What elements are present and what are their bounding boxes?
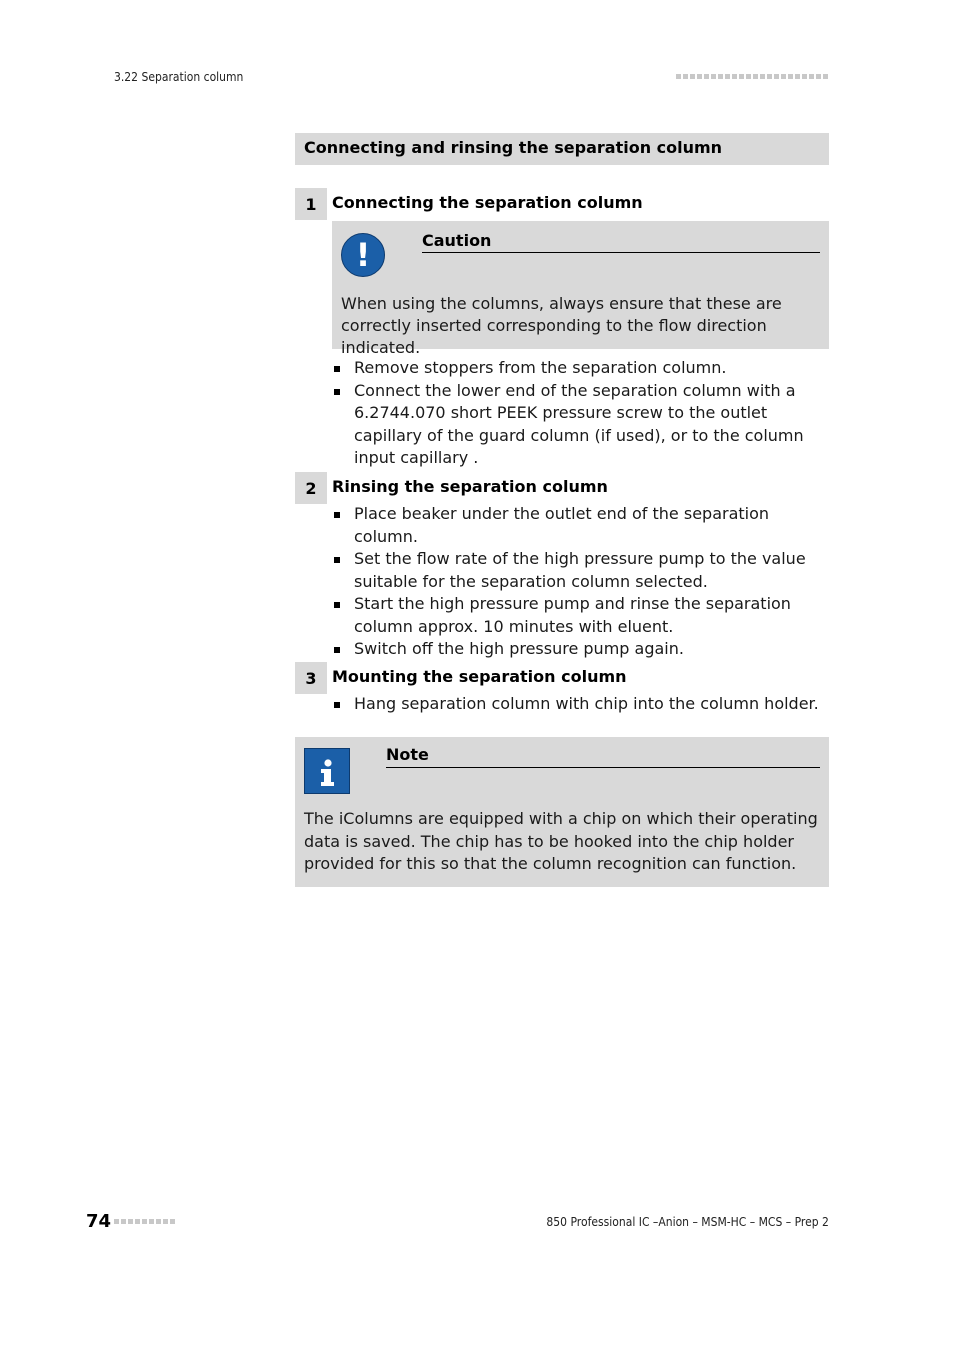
step-1-bullets [332, 357, 829, 470]
step-number-1: 1 [295, 188, 327, 220]
caution-text: When using the columns, always ensure that these are correctly inserted corresponding to the flow direction indicated. [341, 294, 782, 357]
footer-decorative-dots [114, 1219, 175, 1224]
step-2-bullets [332, 503, 829, 661]
note-text: The iColumns are equipped with a chip on which their operating data is saved. The chip has to be hooked into the chip holder provided for this so that the column recognition can function. [304, 809, 818, 873]
list-item: Remove stoppers from the separation column. [332, 357, 829, 380]
list-item: Set the flow rate of the high pressure pump to the value suitable for the separation column selected. [332, 548, 829, 593]
list-item: Connect the lower end of the separation column with a 6.2744.070 short PEEK pressure screw to the outlet capillary of the guard column (if used), or to the column input capillary . [332, 380, 829, 470]
exclamation-icon: ! [341, 233, 385, 277]
list-item: Start the high pressure pump and rinse the separation column approx. 10 minutes with eluent. [332, 593, 829, 638]
list-item: Place beaker under the outlet end of the separation column. [332, 503, 829, 548]
list-item: Switch off the high pressure pump again. [332, 638, 829, 661]
list-item: Hang separation column with chip into the column holder. [332, 693, 829, 716]
caution-box [332, 221, 829, 357]
running-header-section: 3.22 Separation column [114, 70, 244, 84]
step-title-2: Rinsing the separation column [332, 477, 608, 496]
step-title-1: Connecting the separation column [332, 193, 643, 212]
step-3-bullets [332, 693, 829, 716]
footer-product-name: 850 Professional IC –Anion – MSM-HC – MCS – Prep 2 [546, 1215, 829, 1229]
section-title: Connecting and rinsing the separation column [295, 133, 829, 165]
step-title-3: Mounting the separation column [332, 667, 627, 686]
header-decorative-dots [676, 74, 828, 79]
step-number-2: 2 [295, 472, 327, 504]
page-number: 74 [86, 1211, 112, 1232]
step-number-3: 3 [295, 662, 327, 694]
caution-title: Caution [422, 231, 820, 253]
info-icon [304, 748, 350, 794]
note-title: Note [386, 745, 820, 768]
note-box [295, 737, 829, 887]
